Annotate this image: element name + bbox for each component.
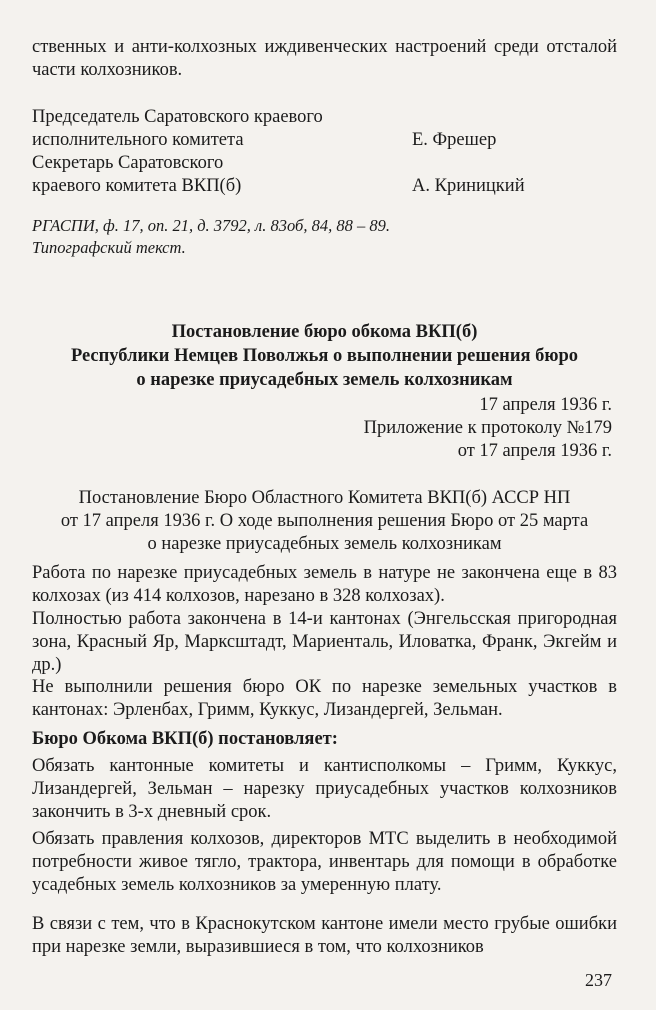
resolution-heading — [32, 487, 617, 556]
paragraph: Работа по нарезке приусадебных земель в натуре не закончена еще в 83 колхозах (из 414 колхозов, нарезано в 328 колхозах). — [32, 563, 617, 606]
paragraph: Обязать правления колхозов, директоров МТС выделить в необходимой потребности живое тягло, трактора, инвентарь для помощи в обработке усадебных земель колхозников за умеренную плату. — [32, 829, 617, 895]
source-line1: РГАСПИ, ф. 17, оп. 21, д. 3792, л. 83об, 84, 88 – 89. — [32, 216, 390, 235]
appendix-date: от 17 апреля 1936 г. — [457, 441, 612, 461]
signature-title-line2: краевого комитета ВКП(б) — [32, 176, 242, 196]
paragraph: Полностью работа закончена в 14-и кантонах (Энгельсская пригородная зона, Красный Яр, Марксштадт, Мариенталь, Иловатка, Франк, Экгейм и др.) — [32, 609, 617, 675]
resolution-line1: Постановление Бюро Областного Комитета ВКП(б) АССР НП — [78, 488, 571, 508]
signature-title-line2: исполнительного комитета — [32, 130, 244, 150]
appendix-label: Приложение к протоколу №179 — [363, 418, 612, 438]
resolution-line2: от 17 апреля 1936 г. О ходе выполнения решения Бюро от 25 марта — [60, 511, 589, 531]
signature-title-line1: Секретарь Саратовского — [32, 153, 224, 173]
source-note — [32, 215, 390, 259]
bureau-heading: Бюро Обкома ВКП(б) постановляет: — [32, 729, 338, 749]
document-title — [32, 320, 617, 392]
resolution-line3: о нарезке приусадебных земель колхозникам — [147, 534, 502, 554]
paragraph: Не выполнили решения бюро ОК по нарезке земельных участков в кантонах: Эрленбах, Гримм, Куккус, Лизандергей, Зельман. — [32, 677, 617, 720]
paragraph: В связи с тем, что в Краснокутском кантоне имели место грубые ошибки при нарезке земли, выразившиеся в том, что колхозников — [32, 914, 617, 957]
title-line3: о нарезке приусадебных земель колхозникам — [136, 370, 513, 390]
signature-title-line1: Председатель Саратовского краевого — [32, 107, 323, 127]
page-number: 237 — [585, 970, 612, 990]
source-line2: Типографский текст. — [32, 238, 186, 257]
signature-chairman — [32, 106, 617, 152]
signature-name: Е. Фрешер — [412, 130, 497, 150]
document-date: 17 апреля 1936 г. — [479, 395, 612, 415]
title-line2: Республики Немцев Поволжья о выполнении решения бюро — [70, 346, 579, 366]
title-line1: Постановление бюро обкома ВКП(б) — [171, 322, 478, 342]
date-block — [32, 394, 612, 463]
signature-secretary — [32, 152, 617, 198]
top-paragraph: ственных и анти-колхозных иждивенческих настроений среди отсталой части колхозников. — [32, 37, 617, 80]
signature-name: А. Криницкий — [412, 176, 525, 196]
paragraph: Обязать кантонные комитеты и кантисполкомы – Гримм, Куккус, Лизандергей, Зельман – нарезку приусадебных участков колхозников закончить в 3-х дневный срок. — [32, 756, 617, 822]
